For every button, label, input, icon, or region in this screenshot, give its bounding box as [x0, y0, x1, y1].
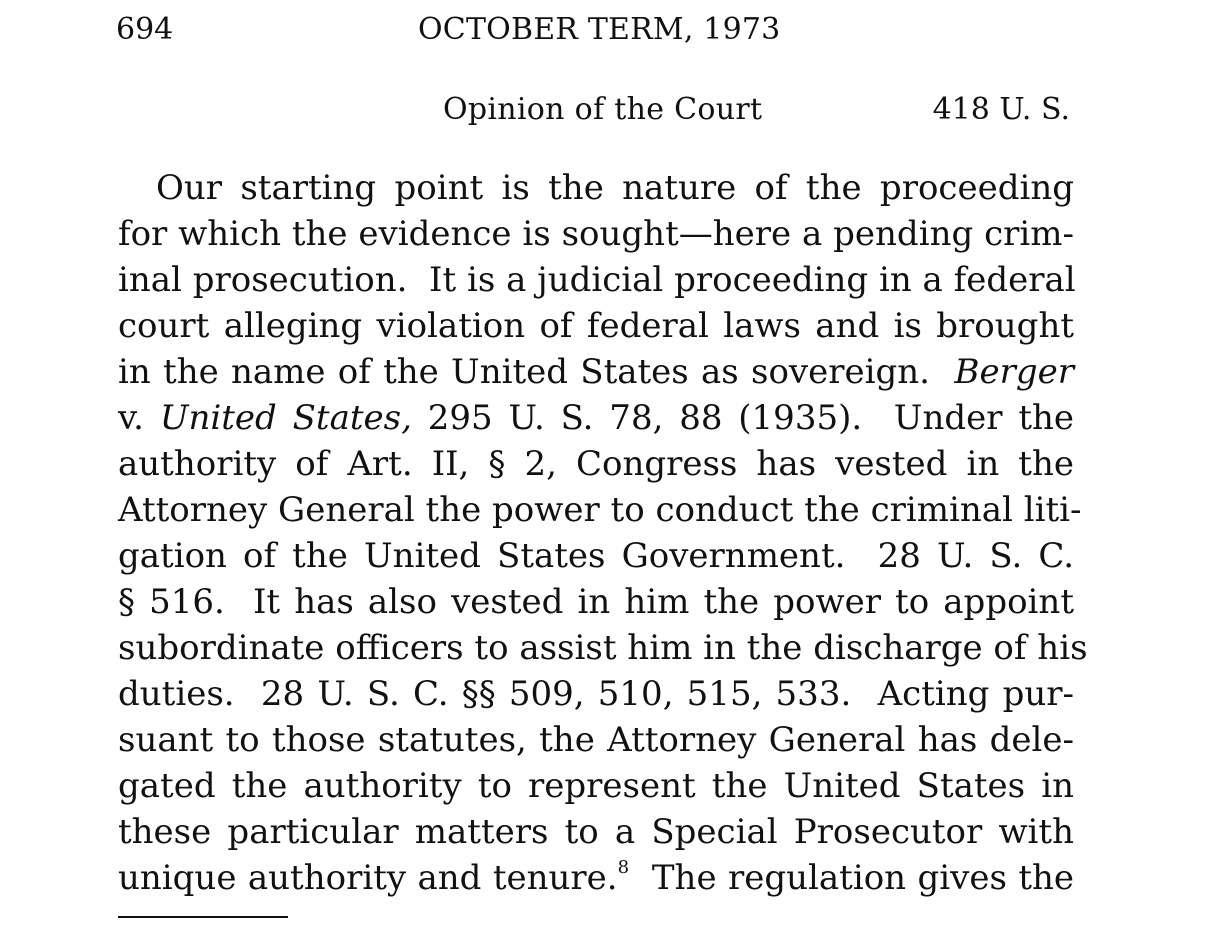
line-text: inal prosecution. It is a judicial proceeding in a federal	[118, 260, 1076, 300]
line-text: Attorney General the power to conduct the criminal liti-	[118, 490, 1082, 530]
opinion-paragraph	[118, 165, 1088, 901]
paragraph-line	[118, 303, 1074, 349]
subhead	[116, 90, 1078, 130]
line-text: subordinate officers to assist him in the discharge of his	[118, 628, 1088, 668]
line-text: gation of the United States Government. 28 U. S. C.	[118, 536, 1074, 576]
line-text: court alleging violation of federal laws and is brought	[118, 306, 1074, 346]
paragraph-line	[118, 671, 1074, 717]
paragraph-line	[118, 487, 1082, 533]
line-text: authority of Art. II, § 2, Congress has vested in the	[118, 444, 1074, 484]
paragraph-line	[118, 855, 1074, 901]
line-text: these particular matters to a Special Prosecutor with	[118, 812, 1074, 852]
paragraph-line	[118, 625, 1088, 671]
paragraph-line	[118, 165, 1074, 211]
line-text: gated the authority to represent the United States in	[118, 766, 1074, 806]
case-name-italic: United States,	[159, 398, 412, 438]
line-text: duties. 28 U. S. C. §§ 509, 510, 515, 533. Acting pur-	[118, 674, 1074, 714]
paragraph-line	[118, 533, 1074, 579]
line-text: v.	[118, 398, 160, 438]
line-text: 295 U. S. 78, 88 (1935). Under the	[411, 398, 1074, 438]
paragraph-line	[118, 257, 1074, 303]
term-title: OCTOBER TERM, 1973	[418, 12, 781, 47]
paragraph-line	[118, 395, 1074, 441]
opinion-label: Opinion of the Court	[443, 92, 763, 127]
paragraph-line	[118, 441, 1074, 487]
line-text: for which the evidence is sought—here a pending crim-	[118, 214, 1074, 254]
line-text: Our starting point is the nature of the proceeding	[156, 168, 1074, 208]
line-text: in the name of the United States as sovereign.	[118, 352, 955, 392]
line-text: The regulation gives the	[629, 858, 1075, 898]
page-number: 694	[116, 12, 174, 47]
case-name-italic: Berger	[954, 352, 1074, 392]
line-text: § 516. It has also vested in him the power to appoint	[118, 582, 1074, 622]
line-text: suant to those statutes, the Attorney General has dele-	[118, 720, 1074, 760]
paragraph-line	[118, 211, 1074, 257]
reporter-citation: 418 U. S.	[932, 92, 1070, 127]
paragraph-line	[118, 349, 1074, 395]
line-text: unique authority and tenure.	[118, 858, 618, 898]
paragraph-line	[118, 809, 1074, 855]
footnote-marker[interactable]: 8	[617, 856, 630, 878]
paragraph-line	[118, 717, 1074, 763]
footnote-divider	[118, 916, 288, 918]
running-head	[116, 10, 1078, 50]
paragraph-line	[118, 579, 1074, 625]
paragraph-line	[118, 763, 1074, 809]
